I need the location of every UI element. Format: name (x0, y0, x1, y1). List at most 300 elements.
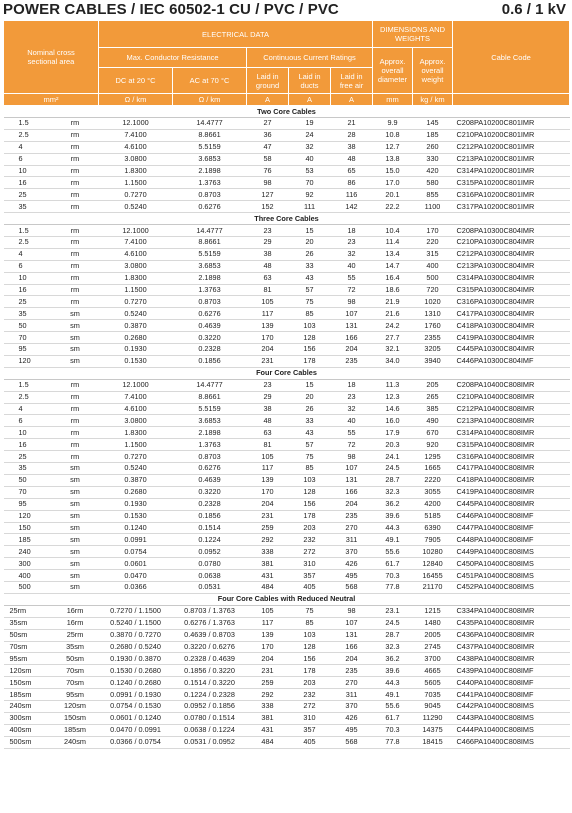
table-cell: 381 (247, 712, 289, 724)
table-cell: 35 (4, 308, 52, 320)
table-cell: 61.7 (373, 712, 413, 724)
table-row (4, 403, 570, 415)
table-cell: 178 (289, 665, 331, 677)
voltage-rating: 0.6 / 1 kV (501, 1, 566, 18)
table-cell: 49.1 (373, 534, 413, 546)
table-cell: 27.7 (373, 332, 413, 344)
table-cell: 38 (247, 248, 289, 260)
table-cell: C316PA10300C804IMR (453, 296, 570, 308)
header-cable-code: Cable Code (453, 21, 570, 94)
section-header-row (4, 106, 570, 118)
table-cell: 3055 (413, 486, 453, 498)
table-cell: C418PA10400C808IMR (453, 474, 570, 486)
table-cell: C208PA10400C808IMR (453, 379, 570, 391)
header-ground: Laid in ground (247, 68, 289, 94)
table-row (4, 201, 570, 213)
table-cell: C445PA10400C808IMR (453, 498, 570, 510)
table-cell: 272 (289, 546, 331, 558)
table-cell: 855 (413, 189, 453, 201)
table-cell: 1215 (413, 605, 453, 617)
table-cell: 32 (331, 248, 373, 260)
table-cell: 0.1530 (99, 355, 173, 367)
table-cell: 13.4 (373, 248, 413, 260)
table-cell: 1.1500 (99, 439, 173, 451)
table-cell: 204 (247, 344, 289, 356)
table-cell: 85 (289, 617, 331, 629)
table-cell: C212PA10300C804IMR (453, 248, 570, 260)
table-cell: 0.4639 (173, 474, 247, 486)
table-cell: 0.6276 / 1.3763 (173, 617, 247, 629)
table-cell: 0.2328 (173, 344, 247, 356)
table-cell: 70sm (4, 641, 52, 653)
table-cell: 77.8 (373, 581, 413, 593)
table-cell: 0.5240 (99, 201, 173, 213)
table-cell: 7.4100 (99, 391, 173, 403)
table-cell: 23.1 (373, 605, 413, 617)
table-cell: 580 (413, 177, 453, 189)
header-weight: Approx. overall weight (413, 48, 453, 94)
table-row (4, 284, 570, 296)
table-cell: 0.2328 (173, 498, 247, 510)
table-row (4, 153, 570, 165)
table-cell: 16rm (52, 605, 99, 617)
table-cell: 6 (4, 260, 52, 272)
table-cell: 3.6853 (173, 153, 247, 165)
table-row (4, 189, 570, 201)
table-cell: 14.7 (373, 260, 413, 272)
table-row (4, 439, 570, 451)
table-cell: rm (52, 201, 99, 213)
table-cell: 170 (247, 486, 289, 498)
table-cell: 185sm (4, 689, 52, 701)
table-row (4, 272, 570, 284)
table-cell: sm (52, 546, 99, 558)
table-cell: 128 (289, 486, 331, 498)
table-cell: 156 (289, 653, 331, 665)
table-cell: 95 (4, 498, 52, 510)
section-title: Two Core Cables (4, 106, 570, 118)
unit-diameter: mm (373, 94, 413, 106)
table-cell: 21.6 (373, 308, 413, 320)
table-cell: 50sm (52, 653, 99, 665)
table-cell: 0.3870 / 0.7270 (99, 629, 173, 641)
table-cell: C314PA10400C808IMR (453, 427, 570, 439)
table-row (4, 736, 570, 748)
table-cell: 0.0991 (99, 534, 173, 546)
table-cell: 232 (289, 689, 331, 701)
table-cell: 12.7 (373, 141, 413, 153)
table-cell: 0.3220 / 0.6276 (173, 641, 247, 653)
table-row (4, 474, 570, 486)
table-row (4, 296, 570, 308)
table-cell: 117 (247, 308, 289, 320)
table-cell: 0.0952 (173, 546, 247, 558)
title-bar (0, 0, 572, 20)
table-cell: C445PA10300C804IMR (453, 344, 570, 356)
table-cell: rm (52, 141, 99, 153)
table-cell: 4 (4, 141, 52, 153)
table-cell: 205 (413, 379, 453, 391)
table-row (4, 355, 570, 367)
table-cell: 0.0780 / 0.1514 (173, 712, 247, 724)
table-cell: C451PA10400C808IMS (453, 570, 570, 582)
section-title: Four Core Cables (4, 367, 570, 379)
table-cell: 240sm (4, 700, 52, 712)
table-cell: C466PA10400C808IMS (453, 736, 570, 748)
table-cell: 495 (331, 570, 373, 582)
table-row (4, 522, 570, 534)
table-row (4, 344, 570, 356)
table-cell: 0.1856 (173, 355, 247, 367)
table-cell: 1100 (413, 201, 453, 213)
table-cell: 32.3 (373, 486, 413, 498)
table-cell: 48 (247, 415, 289, 427)
table-cell: 72 (331, 284, 373, 296)
table-row (4, 498, 570, 510)
table-cell: 150sm (52, 712, 99, 724)
table-cell: 32 (331, 403, 373, 415)
table-cell: 98 (331, 605, 373, 617)
table-cell: C435PA10400C808IMR (453, 617, 570, 629)
table-cell: 0.3870 (99, 474, 173, 486)
table-cell: 0.0470 (99, 570, 173, 582)
table-cell: 44.3 (373, 677, 413, 689)
table-cell: 33 (289, 415, 331, 427)
table-row (4, 486, 570, 498)
table-cell: 0.0601 (99, 558, 173, 570)
table-cell: 95sm (4, 653, 52, 665)
table-cell: 23 (247, 379, 289, 391)
table-cell: 105 (247, 605, 289, 617)
table-cell: 270 (331, 522, 373, 534)
table-cell: 178 (289, 355, 331, 367)
table-cell: 107 (331, 463, 373, 475)
table-cell: 10 (4, 165, 52, 177)
table-row (4, 641, 570, 653)
header-dc: DC at 20 °C (99, 68, 173, 94)
table-cell: 1.1500 (99, 284, 173, 296)
table-cell: 1.8300 (99, 165, 173, 177)
table-row (4, 391, 570, 403)
table-cell: 0.5240 / 1.1500 (99, 617, 173, 629)
table-cell: 385 (413, 403, 453, 415)
table-cell: 92 (289, 189, 331, 201)
table-cell: 63 (247, 427, 289, 439)
table-cell: 0.0754 (99, 546, 173, 558)
table-cell: rm (52, 391, 99, 403)
table-cell: 103 (289, 629, 331, 641)
table-cell: 7905 (413, 534, 453, 546)
table-cell: 235 (331, 355, 373, 367)
table-cell: 55 (331, 427, 373, 439)
table-row (4, 665, 570, 677)
unit-weight: kg / km (413, 94, 453, 106)
header-electrical-data: ELECTRICAL DATA (99, 21, 373, 48)
table-cell: rm (52, 403, 99, 415)
table-cell: 15 (289, 379, 331, 391)
table-cell: 39.6 (373, 510, 413, 522)
table-row (4, 320, 570, 332)
table-cell: 1665 (413, 463, 453, 475)
table-cell: 35sm (52, 641, 99, 653)
table-cell: 231 (247, 510, 289, 522)
table-cell: 14375 (413, 724, 453, 736)
table-cell: C446PA10400C808IMF (453, 510, 570, 522)
table-cell: 0.3220 (173, 332, 247, 344)
table-cell: 131 (331, 474, 373, 486)
table-cell: 25 (4, 189, 52, 201)
table-cell: 128 (289, 332, 331, 344)
table-cell: 495 (331, 724, 373, 736)
header-diameter: Approx. overall diameter (373, 48, 413, 94)
table-cell: C210PA10300C804IMR (453, 237, 570, 249)
table-cell: rm (52, 248, 99, 260)
header-air: Laid in free air (331, 68, 373, 94)
table-cell: 20 (289, 237, 331, 249)
table-cell: 105 (247, 451, 289, 463)
table-cell: 23 (331, 237, 373, 249)
table-cell: sm (52, 332, 99, 344)
table-cell: 103 (289, 474, 331, 486)
table-cell: 420 (413, 165, 453, 177)
table-cell: 311 (331, 534, 373, 546)
table-cell: 0.4639 / 0.8703 (173, 629, 247, 641)
table-cell: 139 (247, 320, 289, 332)
table-row (4, 225, 570, 237)
table-cell: 105 (247, 296, 289, 308)
table-cell: 292 (247, 534, 289, 546)
table-cell: 131 (331, 320, 373, 332)
table-cell: 127 (247, 189, 289, 201)
table-cell: 32 (289, 141, 331, 153)
table-cell: 1.8300 (99, 272, 173, 284)
table-cell: 24.5 (373, 617, 413, 629)
table-cell: 25 (4, 451, 52, 463)
table-cell: 29 (247, 391, 289, 403)
table-cell: 310 (289, 558, 331, 570)
table-cell: 6390 (413, 522, 453, 534)
table-cell: C316PA10200C801IMR (453, 189, 570, 201)
section-header-row (4, 593, 570, 605)
table-cell: rm (52, 260, 99, 272)
table-cell: 63 (247, 272, 289, 284)
table-cell: 145 (413, 118, 453, 130)
table-cell: 231 (247, 665, 289, 677)
table-cell: 1.3763 (173, 177, 247, 189)
table-cell: 2.5 (4, 391, 52, 403)
table-cell: 0.0991 / 0.1930 (99, 689, 173, 701)
table-cell: 1.8300 (99, 427, 173, 439)
table-row (4, 332, 570, 344)
table-cell: C417PA10400C808IMR (453, 463, 570, 475)
table-cell: 72 (331, 439, 373, 451)
table-cell: 75 (289, 605, 331, 617)
table-cell: C438PA10400C808IMR (453, 653, 570, 665)
table-cell: 12.1000 (99, 225, 173, 237)
table-cell: 166 (331, 486, 373, 498)
table-cell: 5185 (413, 510, 453, 522)
table-cell: 0.8703 (173, 189, 247, 201)
table-cell: 170 (247, 332, 289, 344)
table-cell: 77.8 (373, 736, 413, 748)
table-cell: 70sm (52, 665, 99, 677)
table-cell: 0.3870 (99, 320, 173, 332)
table-cell: 240 (4, 546, 52, 558)
unit-ducts: A (289, 94, 331, 106)
table-body (4, 106, 570, 749)
table-cell: 1.5 (4, 379, 52, 391)
table-cell: rm (52, 379, 99, 391)
table-cell: 0.2680 (99, 332, 173, 344)
table-cell: 18415 (413, 736, 453, 748)
table-cell: C315PA10400C808IMR (453, 439, 570, 451)
table-cell: 166 (331, 332, 373, 344)
table-cell: 44.3 (373, 522, 413, 534)
table-row (4, 451, 570, 463)
table-cell: C208PA10300C804IMR (453, 225, 570, 237)
table-cell: 131 (331, 629, 373, 641)
table-cell: 0.0754 / 0.1530 (99, 700, 173, 712)
table-cell: 203 (289, 677, 331, 689)
table-cell: 2745 (413, 641, 453, 653)
table-cell: 0.0531 / 0.0952 (173, 736, 247, 748)
table-cell: 0.4639 (173, 320, 247, 332)
table-row (4, 617, 570, 629)
table-cell: 0.7270 (99, 296, 173, 308)
table-cell: 0.1240 (99, 522, 173, 534)
table-cell: 50 (4, 474, 52, 486)
section-title: Four Core Cables with Reduced Neutral (4, 593, 570, 605)
table-row (4, 141, 570, 153)
table-cell: 0.7270 (99, 189, 173, 201)
table-cell: 0.8703 / 1.3763 (173, 605, 247, 617)
table-cell: 53 (289, 165, 331, 177)
cable-spec-table (3, 20, 570, 749)
table-cell: 48 (331, 153, 373, 165)
table-cell: C315PA10300C804IMR (453, 284, 570, 296)
table-cell: 24.1 (373, 451, 413, 463)
table-cell: 152 (247, 201, 289, 213)
table-cell: 0.1514 (173, 522, 247, 534)
table-cell: 2355 (413, 332, 453, 344)
table-cell: 75 (289, 296, 331, 308)
table-cell: 28.7 (373, 474, 413, 486)
table-cell: 61.7 (373, 558, 413, 570)
table-cell: 315 (413, 248, 453, 260)
table-cell: 14.4777 (173, 379, 247, 391)
table-cell: C210PA10400C808IMR (453, 391, 570, 403)
table-cell: 35 (4, 463, 52, 475)
table-row (4, 379, 570, 391)
table-cell: 8.8661 (173, 391, 247, 403)
table-cell: 0.8703 (173, 296, 247, 308)
table-cell: 426 (331, 712, 373, 724)
table-cell: 500 (4, 581, 52, 593)
table-cell: 17.9 (373, 427, 413, 439)
table-cell: 4.6100 (99, 248, 173, 260)
table-cell: 11.4 (373, 237, 413, 249)
table-row (4, 546, 570, 558)
table-cell: 81 (247, 439, 289, 451)
table-cell: 720 (413, 284, 453, 296)
table-cell: 98 (331, 451, 373, 463)
table-cell: 310 (289, 712, 331, 724)
table-cell: 23 (247, 225, 289, 237)
unit-dc: Ω / km (99, 94, 173, 106)
table-cell: 166 (331, 641, 373, 653)
table-cell: 36.2 (373, 653, 413, 665)
table-cell: 21.9 (373, 296, 413, 308)
table-cell: 98 (331, 296, 373, 308)
table-row (4, 581, 570, 593)
table-cell: 33 (289, 260, 331, 272)
table-cell: 568 (331, 736, 373, 748)
table-cell: 35 (4, 201, 52, 213)
table-cell: 484 (247, 581, 289, 593)
table-cell: 47 (247, 141, 289, 153)
table-cell: 21 (331, 118, 373, 130)
table-cell: 235 (331, 665, 373, 677)
table-cell: 34.0 (373, 355, 413, 367)
table-cell: 24.2 (373, 320, 413, 332)
table-cell: 2.5 (4, 129, 52, 141)
table-cell: 16 (4, 177, 52, 189)
table-cell: 3.0800 (99, 260, 173, 272)
table-cell: 4 (4, 403, 52, 415)
table-cell: 12.1000 (99, 379, 173, 391)
table-cell: rm (52, 284, 99, 296)
table-cell: 7.4100 (99, 129, 173, 141)
table-cell: rm (52, 451, 99, 463)
table-cell: 259 (247, 522, 289, 534)
table-cell: 0.6276 (173, 463, 247, 475)
table-row (4, 463, 570, 475)
table-cell: 120sm (52, 700, 99, 712)
table-cell: 2.1898 (173, 272, 247, 284)
table-cell: 0.0638 (173, 570, 247, 582)
table-row (4, 510, 570, 522)
table-cell: 0.0601 / 0.1240 (99, 712, 173, 724)
table-cell: 484 (247, 736, 289, 748)
table-cell: 117 (247, 463, 289, 475)
table-cell: 13.8 (373, 153, 413, 165)
table-cell: rm (52, 153, 99, 165)
table-cell: 16rm (52, 617, 99, 629)
table-cell: 49.1 (373, 689, 413, 701)
table-cell: C334PA10400C808IMR (453, 605, 570, 617)
table-cell: C449PA10400C808IMS (453, 546, 570, 558)
table-cell: 12.3 (373, 391, 413, 403)
table-cell: 4.6100 (99, 141, 173, 153)
table-cell: 405 (289, 736, 331, 748)
table-cell: rm (52, 225, 99, 237)
table-cell: 10 (4, 427, 52, 439)
table-cell: 1.5 (4, 118, 52, 130)
table-cell: 2.5 (4, 237, 52, 249)
table-cell: rm (52, 165, 99, 177)
table-cell: rm (52, 129, 99, 141)
table-row (4, 165, 570, 177)
table-cell: 431 (247, 570, 289, 582)
table-cell: 117 (247, 617, 289, 629)
table-cell: 920 (413, 439, 453, 451)
table-cell: 18.6 (373, 284, 413, 296)
table-row (4, 248, 570, 260)
table-cell: 0.0531 (173, 581, 247, 593)
table-cell: 57 (289, 284, 331, 296)
table-cell: 1295 (413, 451, 453, 463)
table-cell: 29 (247, 237, 289, 249)
